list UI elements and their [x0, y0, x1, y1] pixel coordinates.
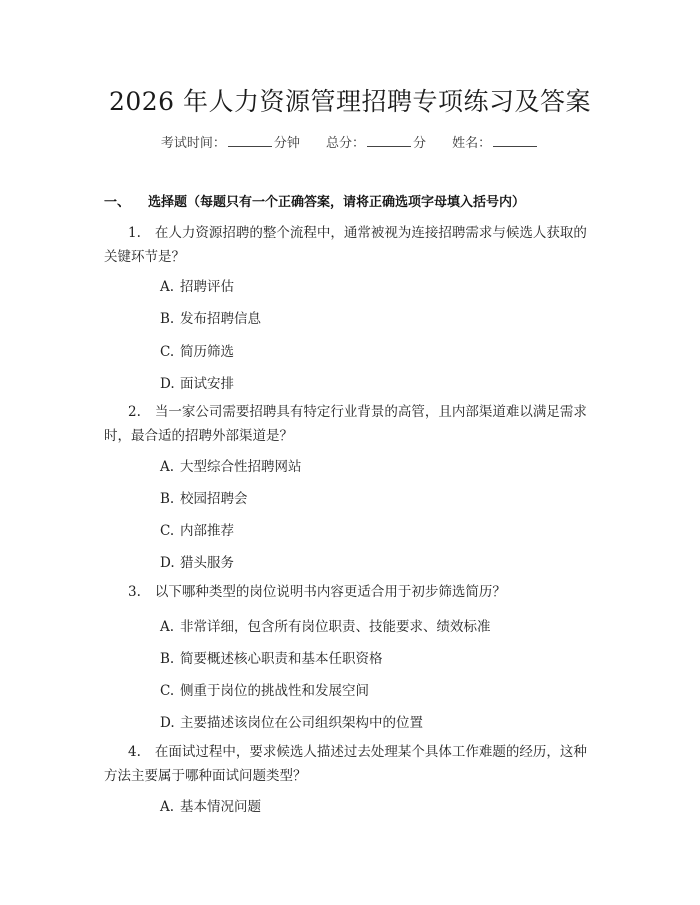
option-letter: A. [160, 459, 175, 475]
section-number: 一、 [104, 195, 131, 210]
question-text: 在人力资源招聘的整个流程中，通常被视为连接招聘需求与候选人获取的关键环节是？ [104, 225, 587, 265]
section-heading [104, 191, 525, 210]
option-text: 基本情况问题 [180, 799, 261, 815]
question-number: 2. [128, 404, 141, 420]
option-text: 简要概述核心职责和基本任职资格 [180, 651, 383, 667]
total-score [326, 136, 426, 151]
question-1-option-a [160, 275, 234, 295]
total-score-unit: 分 [413, 136, 427, 151]
question-number: 1. [128, 225, 141, 241]
question-3 [104, 580, 600, 604]
question-2-option-d [160, 551, 234, 571]
question-3-option-c [160, 679, 369, 699]
option-text: 大型综合性招聘网站 [180, 459, 302, 475]
question-text: 当一家公司需要招聘具有特定行业背景的高管，且内部渠道难以满足需求时，最合适的招聘外部渠道是？ [104, 404, 587, 444]
exam-meta [0, 132, 700, 151]
option-letter: D. [160, 376, 175, 392]
question-2 [104, 400, 600, 448]
question-3-option-a [160, 615, 491, 635]
question-1-option-d [160, 372, 234, 392]
option-text: 猎头服务 [180, 555, 234, 571]
option-text: 侧重于岗位的挑战性和发展空间 [180, 683, 369, 699]
question-1 [104, 221, 600, 269]
option-letter: A. [160, 619, 175, 635]
question-2-option-b [160, 487, 248, 507]
total-score-blank [367, 134, 411, 147]
student-name-blank [493, 134, 537, 147]
option-letter: D. [160, 555, 175, 571]
total-score-label: 总分： [325, 136, 365, 151]
student-name-label: 姓名： [452, 136, 492, 151]
option-letter: B. [160, 491, 175, 507]
option-letter: A. [160, 799, 175, 815]
exam-time-label: 考试时间： [160, 136, 226, 151]
section-title: 选择题（每题只有一个正确答案，请将正确选项字母填入括号内） [148, 195, 526, 210]
document-title: 2026 年人力资源管理招聘专项练习及答案 [108, 87, 592, 116]
option-letter: B. [160, 311, 175, 327]
exam-time [161, 136, 300, 151]
question-number: 3. [128, 584, 141, 600]
option-text: 校园招聘会 [180, 491, 248, 507]
exam-time-unit: 分钟 [273, 136, 300, 151]
question-1-option-b [160, 307, 261, 327]
option-letter: C. [160, 344, 175, 360]
option-letter: C. [160, 523, 175, 539]
option-text: 简历筛选 [180, 344, 234, 360]
option-letter: A. [160, 279, 175, 295]
question-text: 以下哪种类型的岗位说明书内容更适合用于初步筛选简历？ [154, 584, 506, 600]
question-text: 在面试过程中，要求候选人描述过去处理某个具体工作难题的经历，这种方法主要属于哪种面试问题类型？ [104, 744, 587, 784]
option-text: 内部推荐 [180, 523, 234, 539]
question-3-option-b [160, 647, 383, 667]
question-4-option-a [160, 795, 261, 815]
question-1-option-c [160, 340, 234, 360]
question-2-option-a [160, 455, 302, 475]
option-text: 主要描述该岗位在公司组织架构中的位置 [180, 715, 423, 731]
option-text: 面试安排 [180, 376, 234, 392]
option-text: 发布招聘信息 [180, 311, 261, 327]
exam-time-blank [228, 134, 272, 147]
question-2-option-c [160, 519, 234, 539]
option-letter: C. [160, 683, 175, 699]
question-4 [104, 740, 600, 788]
option-letter: D. [160, 715, 175, 731]
student-name [452, 136, 539, 151]
option-text: 非常详细，包含所有岗位职责、技能要求、绩效标准 [180, 619, 491, 635]
question-number: 4. [128, 744, 141, 760]
question-3-option-d [160, 711, 423, 731]
option-letter: B. [160, 651, 175, 667]
option-text: 招聘评估 [180, 279, 234, 295]
